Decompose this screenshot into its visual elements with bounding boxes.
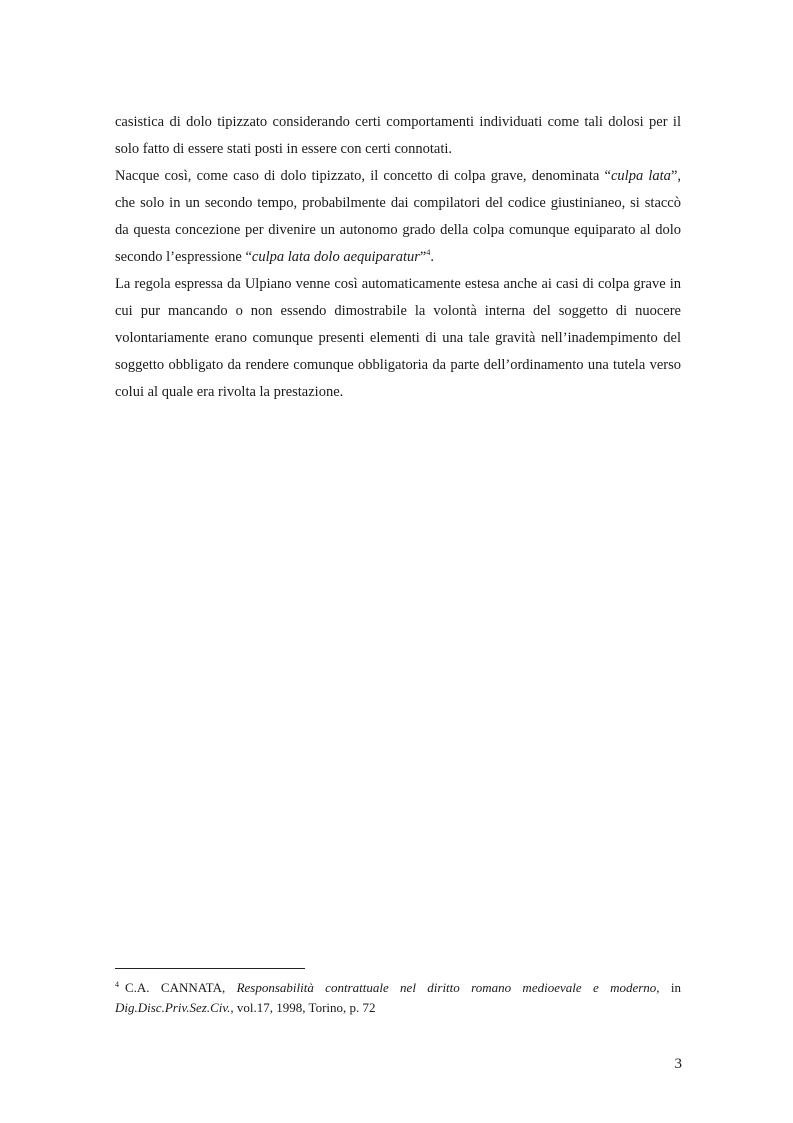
paragraph-2-part-2: ”, che solo in un secondo tempo, probabilmente dai compilatori del codice giustinianeo, si staccò da questa concezione per divenire un autonomo grado della colpa comunque equiparato al dolo secondo l’espressione “ [115,168,681,265]
paragraph-2-part-1: Nacque così, come caso di dolo tipizzato, il concetto di colpa grave, denominata “ [115,168,611,184]
footnote-author: C.A. CANNATA, [125,980,237,995]
footnote-details: , vol.17, 1998, Torino, p. 72 [230,1000,376,1015]
footnote-reference[interactable]: 4 [426,248,431,258]
closing-quote: ” [419,249,427,265]
paragraph-1: casistica di dolo tipizzato considerando certi comportamenti individuati come tali dolosi per il solo fatto di essere stati posti in essere con certi connotati. [115,114,681,157]
footnote-separator-text: , in [656,980,681,995]
paragraph-2-end: . [430,249,434,265]
page-number: 3 [674,1056,682,1072]
body-text [115,109,681,406]
footnote [115,978,681,1018]
footnote-separator [115,968,305,969]
term-culpa-lata: culpa lata [610,168,671,184]
footnote-source: Dig.Disc.Priv.Sez.Civ. [115,1000,231,1015]
footnote-title: Responsabilità contrattuale nel diritto romano medioevale e moderno [236,980,657,995]
footnote-number: 4 [115,979,119,989]
paragraph-3: La regola espressa da Ulpiano venne così automaticamente estesa anche ai casi di colpa grave in cui pur mancando o non essendo dimostrabile la volontà interna del soggetto di nuocere volontariamente erano comunque presenti elementi di una tale gravità nell’inadempimento del soggetto obbligato da rendere comunque obbligatoria da parte dell’ordinamento una tutela verso colui al quale era rivolta la prestazione. [115,276,681,400]
term-culpa-lata-dolo-aequiparatur: culpa lata dolo aequiparatur [251,249,420,265]
paragraph-2 [115,163,681,271]
